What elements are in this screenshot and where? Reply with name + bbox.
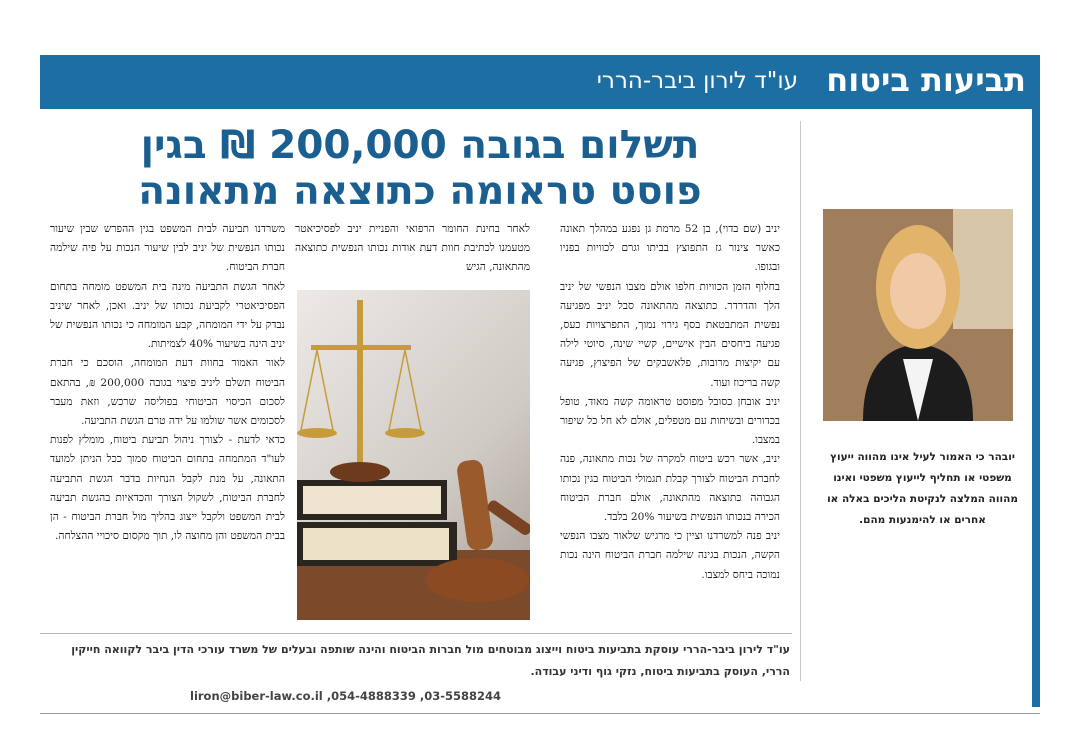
footer-divider <box>40 633 792 634</box>
paragraph: לאור האמור בחוות דעת המומחה, הוסכם כי חברת הביטוח תשלם ליניב פיצוי בגובה 200,000 ₪, בהתאם לסכום הכיסוי הביטוחי בפוליסה שרכש, וזאת מעבר לסכומים אשר שולמו על ידה טרם הגשת התביעה. <box>50 357 285 428</box>
paragraph: בחלוף הזמן הכוויות חלפו אולם מצבו הנפשי של יניב הלך והדרדר. כתוצאה מהתאונה סבל יניב מפגיעה נפשית המתבטאת בסף גירוי נמוך, התפרצויות כעס, פגיעה ביחסים הבין אישיים, קשיי שינה, סיוטי לילה עם יקיצות מרובות, פלאשבקים של הפיצוץ, פגיעה קשה בריכוז ועוד. <box>560 280 780 389</box>
article-column-right <box>560 220 780 585</box>
column-divider <box>800 121 801 681</box>
author-portrait <box>823 209 1013 421</box>
column-author: עו"ד לירון ביבר-הררי <box>596 68 798 94</box>
paragraph: יניב, אשר רכש ביטוח למקרה של נכות מתאונה, פנה לחברת הביטוח לצורך קבלת תגמולי הביטוח בגין נכותו הגבוהה כתוצאה מהתאונה, אולם חברת הביטוח הכירה בנכותו הנפשית בשיעור 20% בלבד. <box>560 453 780 524</box>
author-portrait-illustration <box>823 209 1013 421</box>
article-column-left <box>50 220 285 546</box>
paragraph: כדאי לדעת - לצורך ניהול תביעת ביטוח, מומלץ לפנות לעו"ד המתמחה בתחום הביטוח סמוך ככל הניתן למועד התאונה, על מנת לקבל הנחיות בדבר הגשת התביעה לחברת הביטוח, לשקול הצורך והכדאיות בהגשת תביעה לבית המשפט ולקבל ייצוג בהליך מול חברת הביטוח - הן בבית המשפט והן מחוצה לו, תוך מקסום סיכויי ההצלחה. <box>50 434 285 543</box>
section-title: תביעות ביטוח <box>826 61 1026 99</box>
paragraph: יניב פנה למשרדנו וציין כי מרגיש שלאור מצבו הנפשי הקשה, הנכות בגינה שילמה חברת הביטוח הינה נכות נמוכה ביחס למצבו. <box>560 530 780 581</box>
right-blue-border <box>1032 55 1040 707</box>
contact-details: liron@biber-law.co.il ,054-4888339 ,03-5588244 <box>190 689 502 703</box>
paragraph: לאחר הגשת התביעה מינה בית המשפט מומחה בתחום הפסיכיאטרי לקביעת נכותו של יניב. ואכן, לאחר שיניב נבדק על ידי המומחה, קבע המומחה כי נכותו הנפשית של יניב הינה בשיעור 40% לצמיתות. <box>50 280 285 351</box>
section-header <box>40 55 1040 109</box>
headline-line-1: תשלום בגובה 200,000 ₪ בגין <box>140 123 700 168</box>
article-headline <box>70 123 770 215</box>
paragraph: משרדנו תביעה לבית המשפט בגין ההפרש שבין שיעור נכותו הנפשית של יניב לבין שיעור הנכות על פיה שילמה חברת הביטוח. <box>50 223 285 274</box>
paragraph: יניב אובחן כסובל מפוסט טראומה קשה מאוד, טופל בכדורים ובשיחות עם מטפלים, אולם לא חל כל שיפור במצבו. <box>560 395 780 447</box>
legal-disclaimer: יובהר כי האמור לעיל אינו מהווה ייעוץ משפטי או תחליף לייעוץ משפטי ואינו מהווה המלצה לנקיטת הליכים באלה או אחרים או להימנעות מהם. <box>827 451 1018 526</box>
scale-and-gavel-illustration <box>297 290 530 620</box>
newspaper-page <box>40 55 1040 715</box>
paragraph: לאחר בחינת החומר הרפואי והפניית יניב לפסיכיאטר מטעמנו לכתיבת חוות דעת אודות נכותו הנפשית כתוצאה מהתאונה, הגיש <box>295 223 530 274</box>
justice-scale-photo <box>297 290 530 620</box>
paragraph: יניב (שם בדוי), בן 52 מרמת גן נפגע במהלך תאונה כאשר צינור גז התפוצץ בביתו וגרם לכוויות בפניו ובגופו. <box>560 223 780 274</box>
author-bio: עו"ד לירון ביבר-הררי עוסקת בתביעות ביטוח וייצוג מבוטחים מול חברות הביטוח והינה שותפה ובעלים של משרד עורכי הדין ביבר לקוואה חייקין הררי, העוסק בתביעות ביטוח, נזקי גוף ודיני עבודה. <box>71 643 790 678</box>
article-column-middle <box>295 220 530 278</box>
page-bottom-rule <box>40 713 1040 714</box>
headline-line-2: פוסט טראומה כתוצאה מתאונה <box>138 169 702 214</box>
